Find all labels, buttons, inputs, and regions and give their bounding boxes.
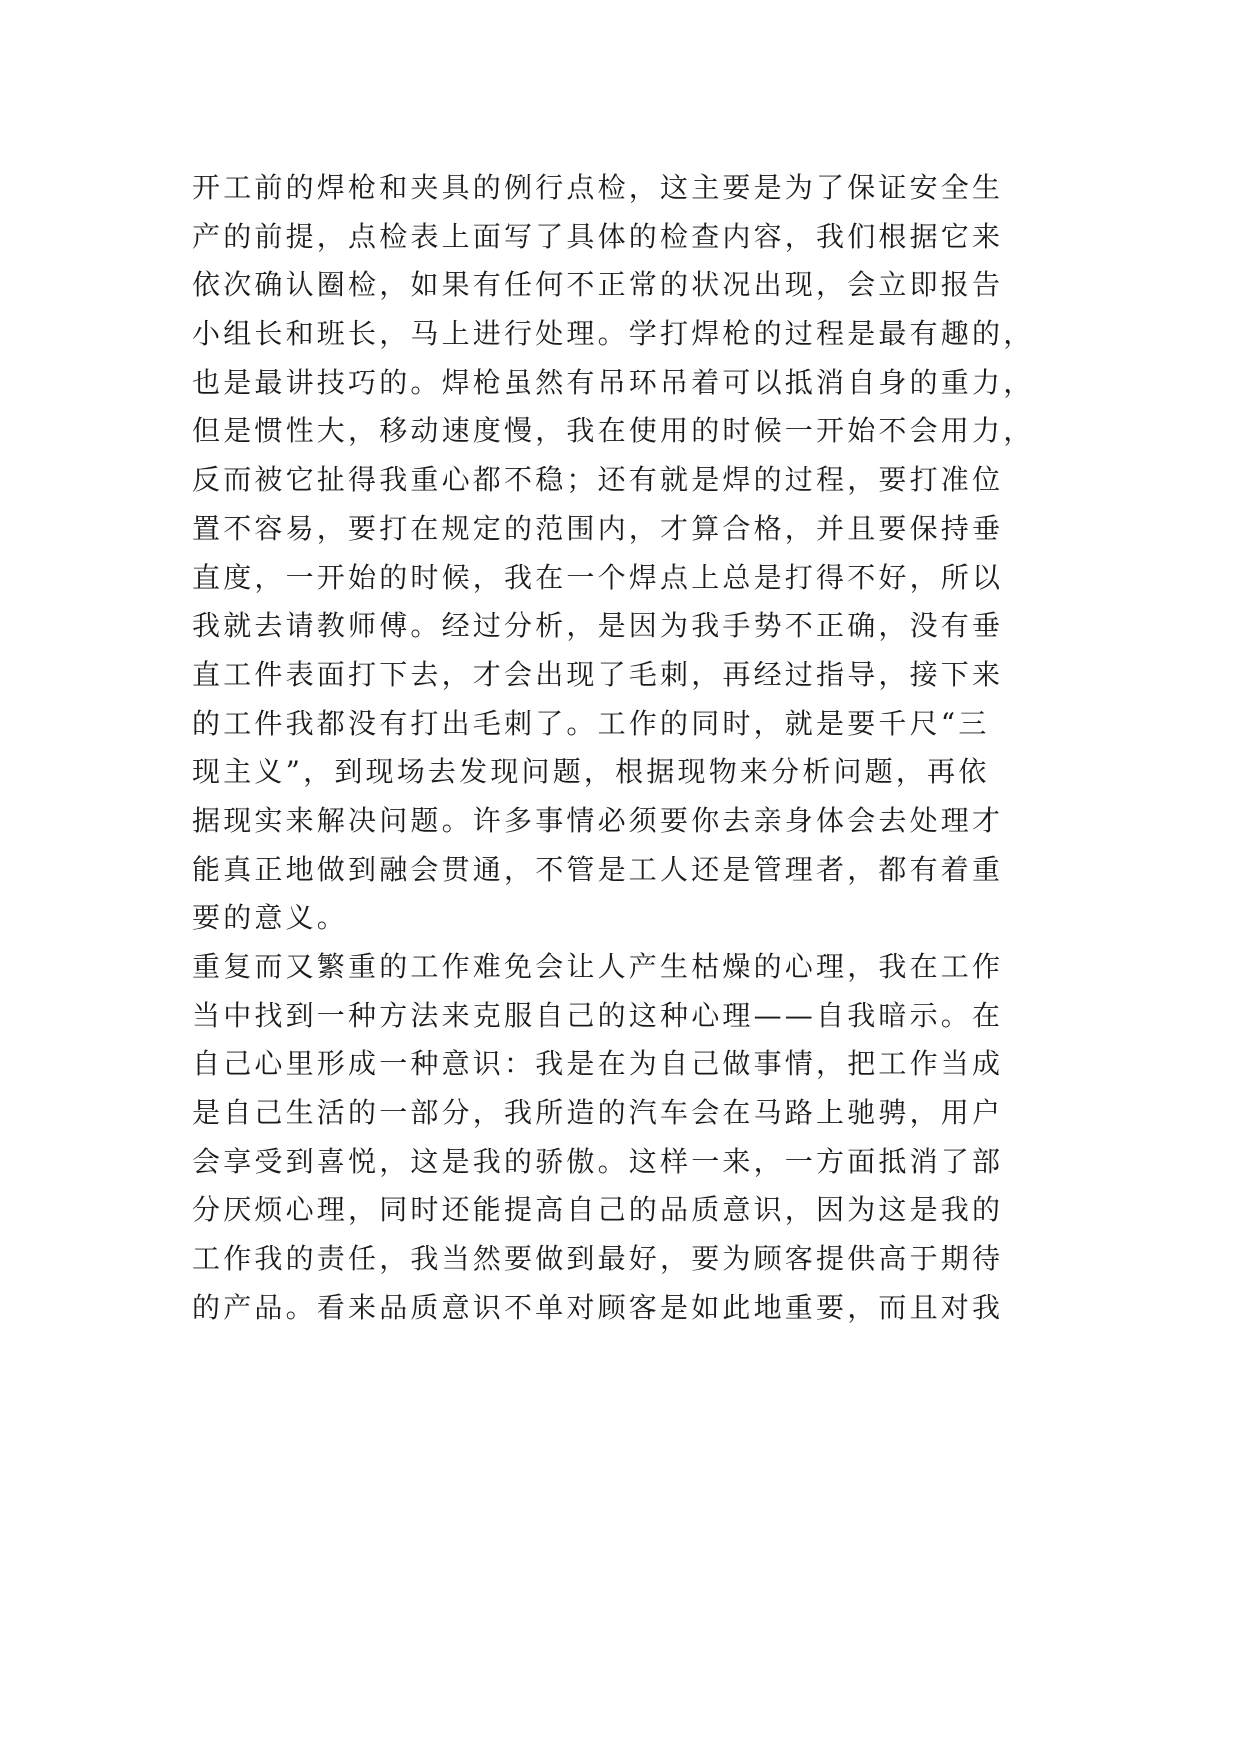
text-line: 现主义”，到现场去发现问题，根据现物来分析问题，再依 <box>192 755 990 789</box>
text-line: 依次确认圈检，如果有任何不正常的状况出现，会立即报告 <box>192 268 1004 302</box>
text-line: 要的意义。 <box>192 901 349 935</box>
text-line: 也是最讲技巧的。焊枪虽然有吊环吊着可以抵消自身的重力， <box>192 365 1035 399</box>
paragraph-2 <box>192 943 1052 1333</box>
text-line: 的产品。看来品质意识不单对顾客是如此地重要，而且对我 <box>192 1290 1004 1324</box>
text-line: 当中找到一种方法来克服自己的这种心理——自我暗示。在 <box>192 998 1004 1032</box>
text-line: 但是惯性大，移动速度慢，我在使用的时候一开始不会用力， <box>192 414 1035 448</box>
text-line: 分厌烦心理，同时还能提高自己的品质意识，因为这是我的 <box>192 1193 1004 1227</box>
text-line: 工作我的责任，我当然要做到最好，要为顾客提供高于期待 <box>192 1242 1004 1276</box>
text-line: 反而被它扯得我重心都不稳；还有就是焊的过程，要打准位 <box>192 463 1004 497</box>
text-line: 我就去请教师傅。经过分析，是因为我手势不正确，没有垂 <box>192 609 1004 643</box>
document-body <box>192 164 1052 1333</box>
text-line: 直度，一开始的时候，我在一个焊点上总是打得不好，所以 <box>192 560 1004 594</box>
text-line: 是自己生活的一部分，我所造的汽车会在马路上驰骋，用户 <box>192 1096 1004 1130</box>
text-line: 自己心里形成一种意识：我是在为自己做事情，把工作当成 <box>192 1047 1004 1081</box>
text-line: 重复而又繁重的工作难免会让人产生枯燥的心理，我在工作 <box>192 950 1004 983</box>
text-line: 会享受到喜悦，这是我的骄傲。这样一来，一方面抵消了部 <box>192 1144 1004 1178</box>
text-line: 产的前提，点检表上面写了具体的检查内容，我们根据它来 <box>192 219 1004 253</box>
text-line: 置不容易，要打在规定的范围内，才算合格，并且要保持垂 <box>192 511 1004 545</box>
text-line: 能真正地做到融会贯通，不管是工人还是管理者，都有着重 <box>192 852 1004 886</box>
paragraph-1 <box>192 164 1052 943</box>
text-line: 开工前的焊枪和夹具的例行点检，这主要是为了保证安全生 <box>192 171 1004 204</box>
text-line: 的工件我都没有打出毛刺了。工作的同时，就是要千尺“三 <box>192 706 990 740</box>
text-line: 直工件表面打下去，才会出现了毛刺，再经过指导，接下来 <box>192 657 1004 691</box>
text-line: 小组长和班长，马上进行处理。学打焊枪的过程是最有趣的， <box>192 317 1035 351</box>
text-line: 据现实来解决问题。许多事情必须要你去亲身体会去处理才 <box>192 803 1004 837</box>
